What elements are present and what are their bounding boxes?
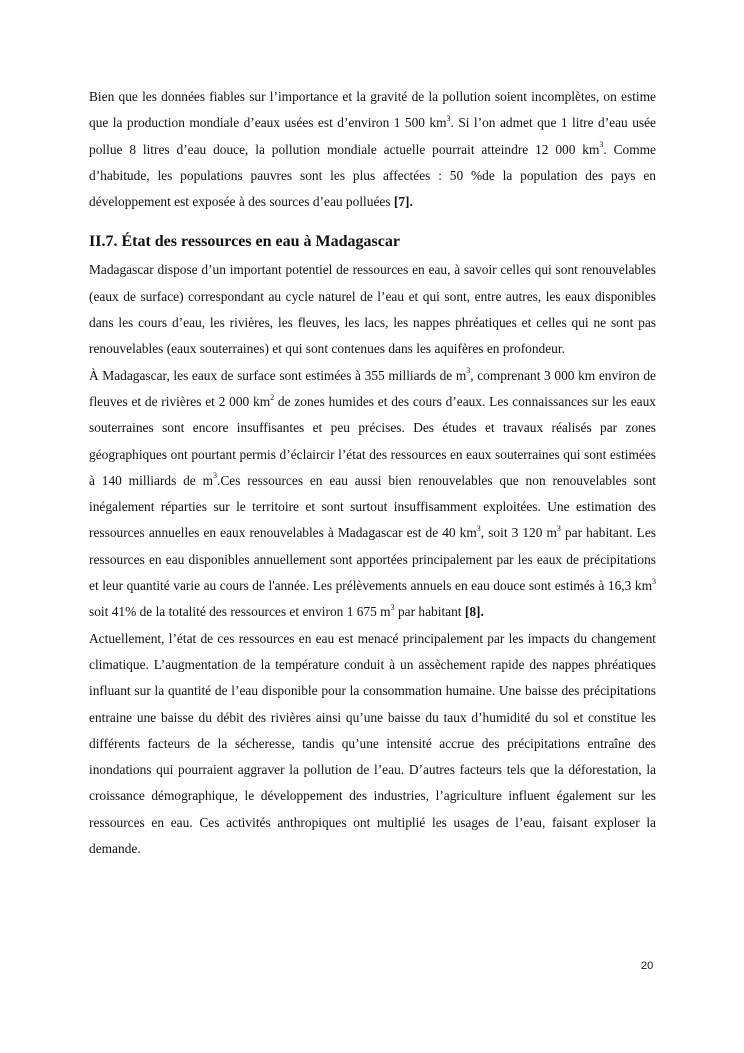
text-run: , soit 3 120 m xyxy=(480,525,557,541)
text-run: À Madagascar, les eaux de surface sont estimées à 355 milliards de m xyxy=(89,367,467,383)
page-number: 20 xyxy=(641,960,654,972)
text-run: Bien que les données fiables sur l’importance et la gravité de la pollution soient incomplètes, on estime que la production mondiale d’eaux usées est d’environ 1 500 km xyxy=(89,89,656,131)
superscript: 3 xyxy=(556,523,561,533)
text-run: soit 41% de la totalité des ressources et environ 1 675 m xyxy=(89,604,391,620)
paragraph-madagascar-resources xyxy=(89,363,656,626)
superscript: 3 xyxy=(213,471,217,481)
citation-ref[interactable]: [7] xyxy=(393,194,410,210)
text-run: .Ces ressources en eau aussi bien renouvelables que non renouvelables sont inégalement réparties sur le territoire et sont surtout insuffisamment exploitées. Une estimation des ressources annuelles en eaux renouvelables à Madagascar est de 40 km xyxy=(89,472,656,541)
section-heading: II.7. État des ressources en eau à Madagascar xyxy=(89,233,400,251)
text-run: par habitant xyxy=(394,604,465,620)
text-run: . Si l’on admet que 1 litre d’eau usée pollue 8 litres d’eau douce, la pollution mondiale actuelle pourrait atteindre 12 000 km xyxy=(89,115,656,157)
superscript: 3 xyxy=(476,523,481,533)
text-run: par habitant. Les ressources en eau disponibles annuellement sont apportées principalement par les eaux de précipitations et leur quantité varie au cours de l'année. Les prélèvements annuels en eau douce sont estimés à 16,3 km xyxy=(89,525,656,594)
superscript: 3 xyxy=(390,602,395,612)
paragraph-potential: Madagascar dispose d’un important potentiel de ressources en eau, à savoir celles qui sont renouvelables (eaux de surface) correspondant au cycle naturel de l’eau et qui sont, entre autres, les eaux disponibles dans les cours d’eau, les rivières, les fleuves, les lacs, les nappes phréatiques et celles qui ne sont pas renouvelables (eaux souterraines) et qui sont contenues dans les aquifères en profondeur. xyxy=(89,262,656,357)
superscript: 3 xyxy=(466,366,471,376)
text-run: de zones humides et des cours d’eaux. Les connaissances sur les eaux souterraines sont encore insuffisantes et peu précises. Des études et travaux réalisés par zones géographiques ont pourtant permis d’éclaircir l’état des ressources en eaux souterraines qui sont estimées à 140 milliards de m xyxy=(89,393,656,488)
text-run: , comprenant 3 000 km environ de fleuves et de rivières et 2 000 km xyxy=(89,367,656,409)
superscript: 3 xyxy=(446,113,451,123)
superscript: 3 xyxy=(599,140,604,150)
page-body xyxy=(89,84,656,862)
paragraph-climate-impacts: Actuellement, l’état de ces ressources en eau est menacé principalement par les impacts du changement climatique. L’augmentation de la température conduit à un assèchement rapide des nappes phréatiques influant sur la quantité de l’eau disponible pour la consommation humaine. Une baisse des précipitations entraine une baisse du débit des rivières ainsi qu’une baisse du taux d’humidité du sol et constitue les différents facteurs de la sécheresse, tandis qu’une intensité accrue des précipitations entraîne des inondations qui pourraient aggraver la pollution de l’eau. D’autres facteurs tels que la déforestation, la croissance démographique, le développement des industries, l’agriculture influent également sur les ressources en eau. Ces activités anthropiques ont multiplié les usages de l’eau, faisant exploser la demande. xyxy=(89,630,656,857)
citation-ref[interactable]: [8] xyxy=(464,604,481,620)
text-run: . xyxy=(480,604,484,620)
text-run: . Comme d’habitude, les populations pauvres sont les plus affectées : 50 %de la population des pays en développement est exposée à des sources d’eau polluées xyxy=(89,141,656,210)
paragraph-pollution xyxy=(89,84,656,215)
text-run: . xyxy=(409,194,413,210)
superscript: 2 xyxy=(270,392,275,402)
superscript: 3 xyxy=(652,576,656,586)
